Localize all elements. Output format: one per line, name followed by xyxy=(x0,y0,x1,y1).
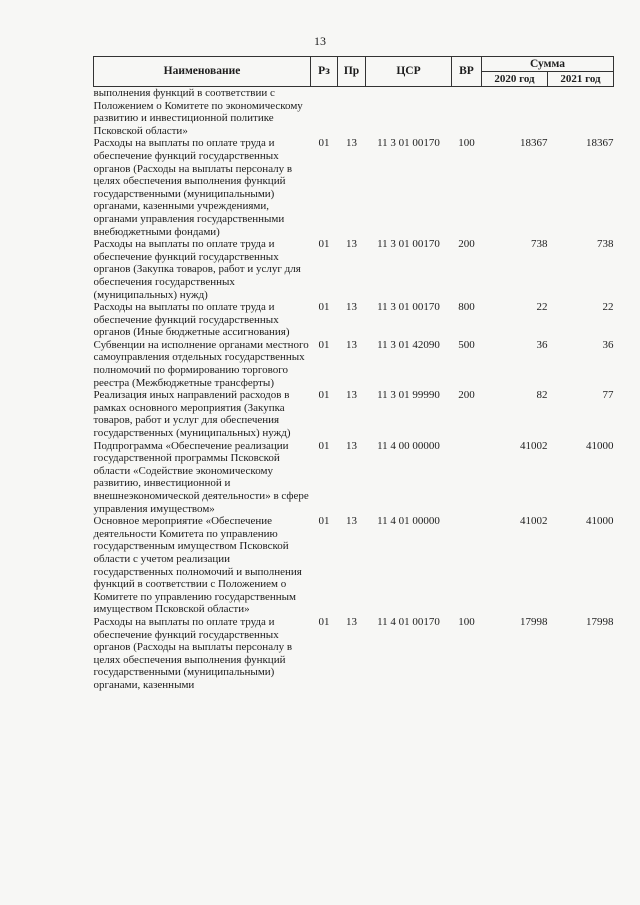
row-sum-2020: 22 xyxy=(536,301,548,314)
row-sum-2020: 36 xyxy=(536,338,548,351)
row-vr xyxy=(452,87,482,138)
row-sum-2020: 82 xyxy=(536,389,548,402)
row-name: Реализация иных направлений расходов в рамках основного мероприятия (Закупка товаров, работ и услуг для обеспечения государственных (муниципальных) нужд) xyxy=(93,389,291,440)
table-row xyxy=(94,301,614,339)
row-csr xyxy=(366,87,452,138)
header-rz: Рз xyxy=(311,57,338,87)
table-row xyxy=(94,515,614,616)
header-sum: Сумма xyxy=(482,57,614,72)
row-sum-2021: 18367 xyxy=(586,137,614,150)
table-row xyxy=(94,238,614,301)
row-rz xyxy=(311,87,338,138)
row-pr: 13 xyxy=(346,439,357,452)
row-sum-2021: 41000 xyxy=(586,439,614,452)
header-2020: 2020 год xyxy=(482,72,548,87)
header-pr: Пр xyxy=(338,57,366,87)
table-row xyxy=(94,616,614,692)
row-vr: 200 xyxy=(458,389,475,402)
row-csr: 11 4 01 00170 xyxy=(377,615,440,628)
row-vr xyxy=(452,440,482,516)
page-number: 13 xyxy=(314,34,326,48)
row-sum-2020: 18367 xyxy=(520,137,548,150)
table-row xyxy=(94,137,614,238)
row-vr: 200 xyxy=(458,238,475,251)
row-csr: 11 3 01 00170 xyxy=(377,137,440,150)
row-pr xyxy=(338,87,366,138)
row-rz: 01 xyxy=(318,338,330,351)
row-sum-2021: 36 xyxy=(602,338,614,351)
row-sum-2020: 738 xyxy=(531,238,548,251)
row-csr: 11 4 01 00000 xyxy=(377,515,440,528)
table-row xyxy=(94,389,614,439)
budget-table xyxy=(93,56,614,692)
row-vr: 100 xyxy=(458,137,475,150)
header-2021: 2021 год xyxy=(548,72,614,87)
row-sum-2020: 41002 xyxy=(520,439,548,452)
row-rz: 01 xyxy=(318,439,330,452)
row-name: Расходы на выплаты по оплате труда и обеспечение функций государственных органов (Иные бюджетные ассигнования) xyxy=(93,301,290,339)
row-sum-2021: 77 xyxy=(602,389,614,402)
row-sum-2021 xyxy=(548,87,614,138)
row-sum-2021: 41000 xyxy=(586,515,614,528)
row-name: Расходы на выплаты по оплате труда и обеспечение функций государственных органов (Расходы на выплаты персоналу в целях обеспечения выполнения функций государственными (муниципальными) органами, казенными учреждениями, органами управления государственными внебюджетными фондами) xyxy=(93,137,293,238)
row-vr: 500 xyxy=(458,338,475,351)
row-sum-2020: 41002 xyxy=(520,515,548,528)
row-csr: 11 4 00 00000 xyxy=(377,439,440,452)
row-pr: 13 xyxy=(346,615,357,628)
table-body xyxy=(94,87,614,692)
row-sum-2020: 17998 xyxy=(520,615,548,628)
table-header xyxy=(94,57,614,87)
row-sum-2021: 17998 xyxy=(586,615,614,628)
row-csr: 11 3 01 42090 xyxy=(377,338,440,351)
table-row xyxy=(94,87,614,138)
row-pr: 13 xyxy=(346,338,357,351)
header-name: Наименование xyxy=(94,57,311,87)
row-sum-2020 xyxy=(482,87,548,138)
row-pr: 13 xyxy=(346,515,357,528)
row-rz: 01 xyxy=(318,137,330,150)
row-name: Расходы на выплаты по оплате труда и обеспечение функций государственных органов (Расходы на выплаты персоналу в целях обеспечения выполнения функций государственными (муниципальными) органами, казенными xyxy=(93,615,293,691)
row-vr xyxy=(452,515,482,616)
row-name: Основное мероприятие «Обеспечение деятельности Комитета по управлению государственным имуществом Псковской области с учетом реализации государственных полномочий и выполнения функций в соответствии с Положением о Комитете по управлению государственным имуществом Псковской области» xyxy=(93,515,302,616)
row-pr: 13 xyxy=(346,389,357,402)
table-row xyxy=(94,339,614,389)
row-pr: 13 xyxy=(346,301,357,314)
row-name: Подпрограмма «Обеспечение реализации государственной программы Псковской области «Содействие экономическому развитию, инвестиционной и внешнеэкономической деятельности» в сфере управления имуществом» xyxy=(93,439,309,515)
row-sum-2021: 22 xyxy=(602,301,614,314)
row-sum-2021: 738 xyxy=(597,238,614,251)
row-name: Субвенции на исполнение органами местного самоуправления отдельных государственных полномочий по формированию торгового реестра (Межбюджетные трансферты) xyxy=(93,338,309,389)
row-vr: 800 xyxy=(458,301,475,314)
row-csr: 11 3 01 99990 xyxy=(377,389,440,402)
row-rz: 01 xyxy=(318,238,330,251)
row-name: выполнения функций в соответствии с Положением о Комитете по экономическому развитию и инвестиционной политике Псковской области» xyxy=(93,87,303,137)
table-row xyxy=(94,440,614,516)
header-vr: ВР xyxy=(452,57,482,87)
row-pr: 13 xyxy=(346,238,357,251)
row-rz: 01 xyxy=(318,615,330,628)
row-rz: 01 xyxy=(318,389,330,402)
row-pr: 13 xyxy=(346,137,357,150)
row-rz: 01 xyxy=(318,301,330,314)
header-csr: ЦСР xyxy=(366,57,452,87)
row-name: Расходы на выплаты по оплате труда и обеспечение функций государственных органов (Закупка товаров, работ и услуг для обеспечения государственных (муниципальных) нужд) xyxy=(93,238,301,301)
row-vr: 100 xyxy=(458,615,475,628)
row-csr: 11 3 01 00170 xyxy=(377,238,440,251)
row-csr: 11 3 01 00170 xyxy=(377,301,440,314)
row-rz: 01 xyxy=(318,515,330,528)
